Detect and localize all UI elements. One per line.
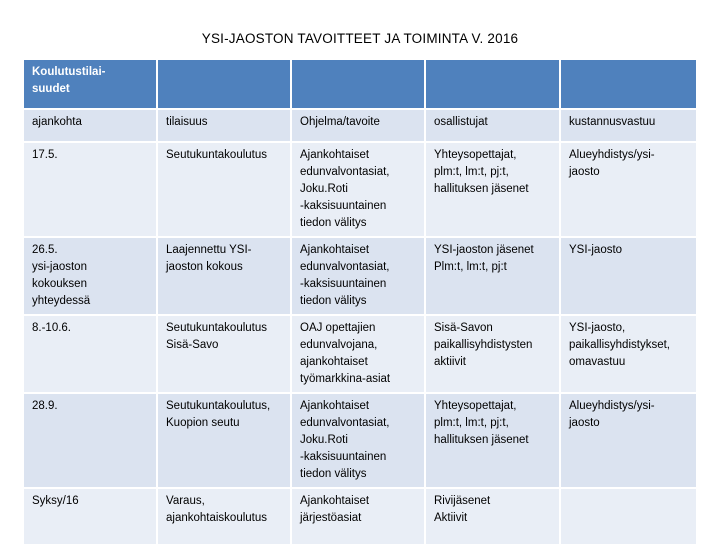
cell-text-line: Koulutustilai-	[32, 66, 106, 78]
cell-tilaisuus	[158, 394, 292, 489]
cell-text-line: työmarkkina-asiat	[300, 373, 391, 385]
cell-ajankohta: 28.9.	[24, 394, 158, 489]
cell-text-line: Joku.Roti	[300, 183, 348, 195]
cell-text-line: Rivijäsenet	[434, 495, 491, 507]
cell-text-line: ajankohtaiset	[300, 356, 368, 368]
cell-text-line: järjestöasiat	[300, 512, 362, 524]
cell-text-line: Seutukuntakoulutus,	[166, 400, 271, 412]
cell-text-line: plm:t, lm:t, pj:t,	[434, 166, 509, 178]
page-title: YSI-JAOSTON TAVOITTEET JA TOIMINTA V. 2016	[201, 31, 519, 46]
activity-table	[24, 60, 696, 546]
cell-ohjelma	[292, 394, 426, 489]
cell-text-line: Varaus,	[166, 495, 205, 507]
table-row	[24, 238, 696, 316]
cell-text-line: Ajankohtaiset	[300, 149, 370, 161]
header-cell	[561, 60, 696, 110]
cell-text-line: jaoston kokous	[166, 261, 243, 273]
cell-text-line: hallituksen jäsenet	[434, 183, 529, 195]
cell-text-line: YSI-jaosto	[569, 244, 623, 256]
cell-kustannus	[561, 238, 696, 316]
cell-text-line: Laajennettu YSI-	[166, 244, 252, 256]
cell-text-line: kokouksen	[32, 278, 87, 290]
cell-text-line: Ajankohtaiset	[300, 495, 370, 507]
column-header: ajankohta	[24, 110, 158, 143]
cell-ohjelma	[292, 143, 426, 238]
cell-text-line: YSI-jaosto,	[569, 322, 626, 334]
cell-text-line: plm:t, lm:t, pj:t,	[434, 417, 509, 429]
cell-text-line: aktiivit	[434, 356, 466, 368]
cell-text-line: Seutukuntakoulutus	[166, 322, 268, 334]
cell-text-line: paikallisyhdistykset,	[569, 339, 670, 351]
cell-text-line: Aktiivit	[434, 512, 468, 524]
cell-ajankohta: 17.5.	[24, 143, 158, 238]
column-header: Ohjelma/tavoite	[292, 110, 426, 143]
cell-ohjelma	[292, 316, 426, 394]
cell-text-line: OAJ opettajien	[300, 322, 376, 334]
column-header: osallistujat	[426, 110, 561, 143]
table-row	[24, 394, 696, 489]
header-cell	[292, 60, 426, 110]
cell-osallistujat	[426, 238, 561, 316]
cell-text-line: Sisä-Savo	[166, 339, 219, 351]
cell-text-line: Joku.Roti	[300, 434, 348, 446]
cell-text-line: -kaksisuuntainen	[300, 278, 387, 290]
cell-tilaisuus: Seutukuntakoulutus	[158, 143, 292, 238]
column-header: kustannusvastuu	[561, 110, 696, 143]
cell-text-line: Plm:t, lm:t, pj:t	[434, 261, 507, 273]
cell-tilaisuus	[158, 489, 292, 546]
cell-text-line: paikallisyhdistysten	[434, 339, 533, 351]
cell-text-line: Kuopion seutu	[166, 417, 240, 429]
cell-text-line: Yhteysopettajat,	[434, 400, 517, 412]
cell-text-line: ajankohtaiskoulutus	[166, 512, 268, 524]
cell-text-line: omavastuu	[569, 356, 626, 368]
cell-tilaisuus	[158, 316, 292, 394]
cell-text-line: jaosto	[569, 417, 600, 429]
cell-text-line: yhteydessä	[32, 295, 91, 307]
table-row	[24, 316, 696, 394]
cell-text-line: Sisä-Savon	[434, 322, 493, 334]
cell-text-line: Ajankohtaiset	[300, 244, 370, 256]
cell-osallistujat	[426, 316, 561, 394]
cell-text-line: Yhteysopettajat,	[434, 149, 517, 161]
cell-text-line: 26.5.	[32, 244, 58, 256]
header-cell	[426, 60, 561, 110]
table-row	[24, 489, 696, 546]
section-header-row	[24, 60, 696, 110]
cell-ohjelma	[292, 238, 426, 316]
cell-osallistujat	[426, 143, 561, 238]
table-row	[24, 143, 696, 238]
cell-kustannus	[561, 143, 696, 238]
column-header-row	[24, 110, 696, 143]
cell-tilaisuus	[158, 238, 292, 316]
cell-kustannus	[561, 394, 696, 489]
cell-osallistujat	[426, 489, 561, 546]
cell-ohjelma	[292, 489, 426, 546]
cell-text-line: -kaksisuuntainen	[300, 451, 387, 463]
cell-osallistujat	[426, 394, 561, 489]
cell-kustannus	[561, 316, 696, 394]
cell-ajankohta: 8.-10.6.	[24, 316, 158, 394]
cell-text-line: ysi-jaoston	[32, 261, 87, 273]
header-cell	[158, 60, 292, 110]
cell-text-line: edunvalvontasiat,	[300, 417, 390, 429]
cell-text-line: -kaksisuuntainen	[300, 200, 387, 212]
cell-text-line: tiedon välitys	[300, 217, 367, 229]
cell-text-line: edunvalvontasiat,	[300, 166, 390, 178]
section-header-cell	[24, 60, 158, 110]
cell-text-line: jaosto	[569, 166, 600, 178]
cell-text-line: suudet	[32, 83, 70, 95]
cell-text-line: edunvalvontasiat,	[300, 261, 390, 273]
cell-text-line: tiedon välitys	[300, 468, 367, 480]
column-header: tilaisuus	[158, 110, 292, 143]
cell-text-line: Alueyhdistys/ysi-	[569, 400, 655, 412]
cell-text-line: hallituksen jäsenet	[434, 434, 529, 446]
cell-text-line: tiedon välitys	[300, 295, 367, 307]
cell-text-line: Alueyhdistys/ysi-	[569, 149, 655, 161]
cell-text-line: YSI-jaoston jäsenet	[434, 244, 534, 256]
cell-ajankohta: Syksy/16	[24, 489, 158, 546]
cell-ajankohta	[24, 238, 158, 316]
cell-text-line: Ajankohtaiset	[300, 400, 370, 412]
cell-text-line: edunvalvojana,	[300, 339, 378, 351]
cell-kustannus	[561, 489, 696, 546]
